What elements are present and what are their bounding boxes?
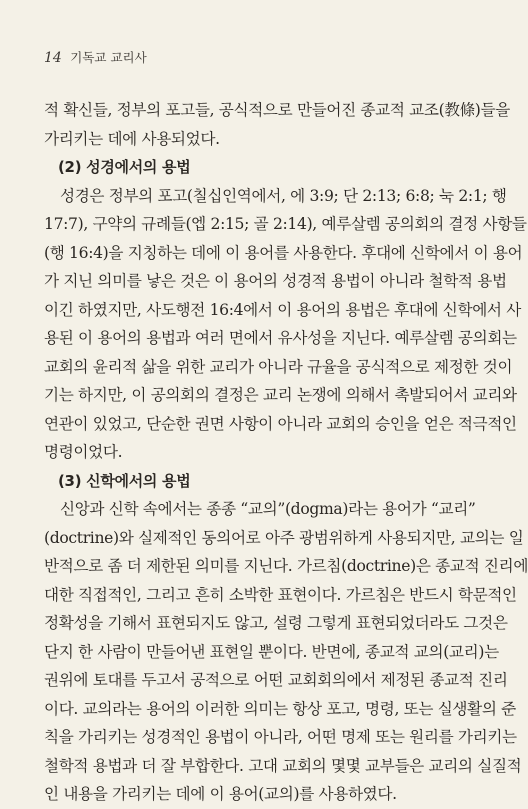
section-heading: (3) 신학에서의 용법 bbox=[58, 471, 191, 490]
paragraph-line: 기는 하지만, 이 공의회의 결정은 교리 논쟁에 의해서 촉발되어서 교리와 bbox=[44, 386, 517, 404]
paragraph-line: 교회의 윤리적 삶을 위한 교리가 아니라 규율을 공식적으로 제정한 것이 bbox=[44, 357, 513, 376]
paragraph-line: 인 내용을 가리키는 데에 이 용어(교의)를 사용하였다. bbox=[44, 785, 397, 803]
paragraph-line: 신앙과 신학 속에서는 종종 “교의”(dogma)라는 용어가 “교리” bbox=[60, 500, 476, 518]
paragraph-line: 권위에 토대를 두고서 공적으로 어떤 교회회의에서 제정된 종교적 진리 bbox=[44, 671, 508, 689]
paragraph-line: 반적으로 좀 더 제한된 의미를 지닌다. 가르침(doctrine)은 종교적 진리에 bbox=[44, 557, 528, 575]
paragraph-line: 가리키는 데에 사용되었다. bbox=[44, 129, 220, 148]
paragraph-line: 대한 직접적인, 그리고 흔히 소박한 표현이다. 가르침은 반드시 학문적인 bbox=[44, 585, 517, 604]
paragraph-line: 적 확신들, 정부의 포고들, 공식적으로 만들어진 종교적 교조(教條)들을 bbox=[44, 101, 510, 119]
paragraph-line: 가 지닌 의미를 낳은 것은 이 용어의 성경적 용법이 아니라 철학적 용법 bbox=[44, 272, 507, 290]
paragraph-line: 이다. 교의라는 용어의 이러한 의미는 항상 포고, 명령, 또는 실생활의 준 bbox=[44, 699, 516, 718]
paragraph-line: (doctrine)와 실제적인 동의어로 아주 광범위하게 사용되지만, 교의는 일 bbox=[44, 528, 524, 547]
paragraph-line: 명령이었다. bbox=[44, 443, 123, 461]
paragraph-line: 이긴 하였지만, 사도행전 16:4에서 이 용어의 용법은 후대에 신학에서 사 bbox=[44, 300, 521, 319]
paragraph-line: 철학적 용법과 더 잘 부합한다. 고대 교회의 몇몇 교부들은 교리의 실질적 bbox=[44, 756, 522, 775]
running-head bbox=[44, 48, 147, 66]
book-title: 기독교 교리사 bbox=[70, 50, 147, 65]
section-heading: (2) 성경에서의 용법 bbox=[58, 158, 191, 176]
page-number: 14 bbox=[44, 50, 62, 66]
paragraph-line: 단지 한 사람이 만들어낸 표현일 뿐이다. 반면에, 종교적 교의(교리)는 bbox=[44, 642, 499, 661]
paragraph-line: 17:7), 구약의 규례들(엡 2:15; 골 2:14), 예루살렘 공의회의 결정 사항들 bbox=[44, 215, 527, 233]
paragraph-line: 정확성을 기해서 표현되지도 않고, 설령 그렇게 표현되었더라도 그것은 bbox=[44, 614, 508, 632]
paragraph-line: 용된 이 용어의 용법과 여러 면에서 유사성을 지닌다. 예루살렘 공의회는 bbox=[44, 329, 517, 347]
paragraph-line: (행 16:4)을 지칭하는 데에 이 용어를 사용한다. 후대에 신학에서 이 용어 bbox=[44, 243, 523, 262]
paragraph-line: 칙을 가리키는 성경적인 용법이 아니라, 어떤 명제 또는 원리를 가리키는 bbox=[44, 728, 517, 746]
body-text bbox=[44, 96, 528, 809]
paragraph-line: 연관이 있었고, 단순한 권면 사항이 아니라 교회의 승인을 얻은 적극적인 bbox=[44, 414, 517, 433]
paragraph-line: 성경은 정부의 포고(칠십인역에서, 에 3:9; 단 2:13; 6:8; 눅 2:1; 행 bbox=[60, 186, 507, 205]
